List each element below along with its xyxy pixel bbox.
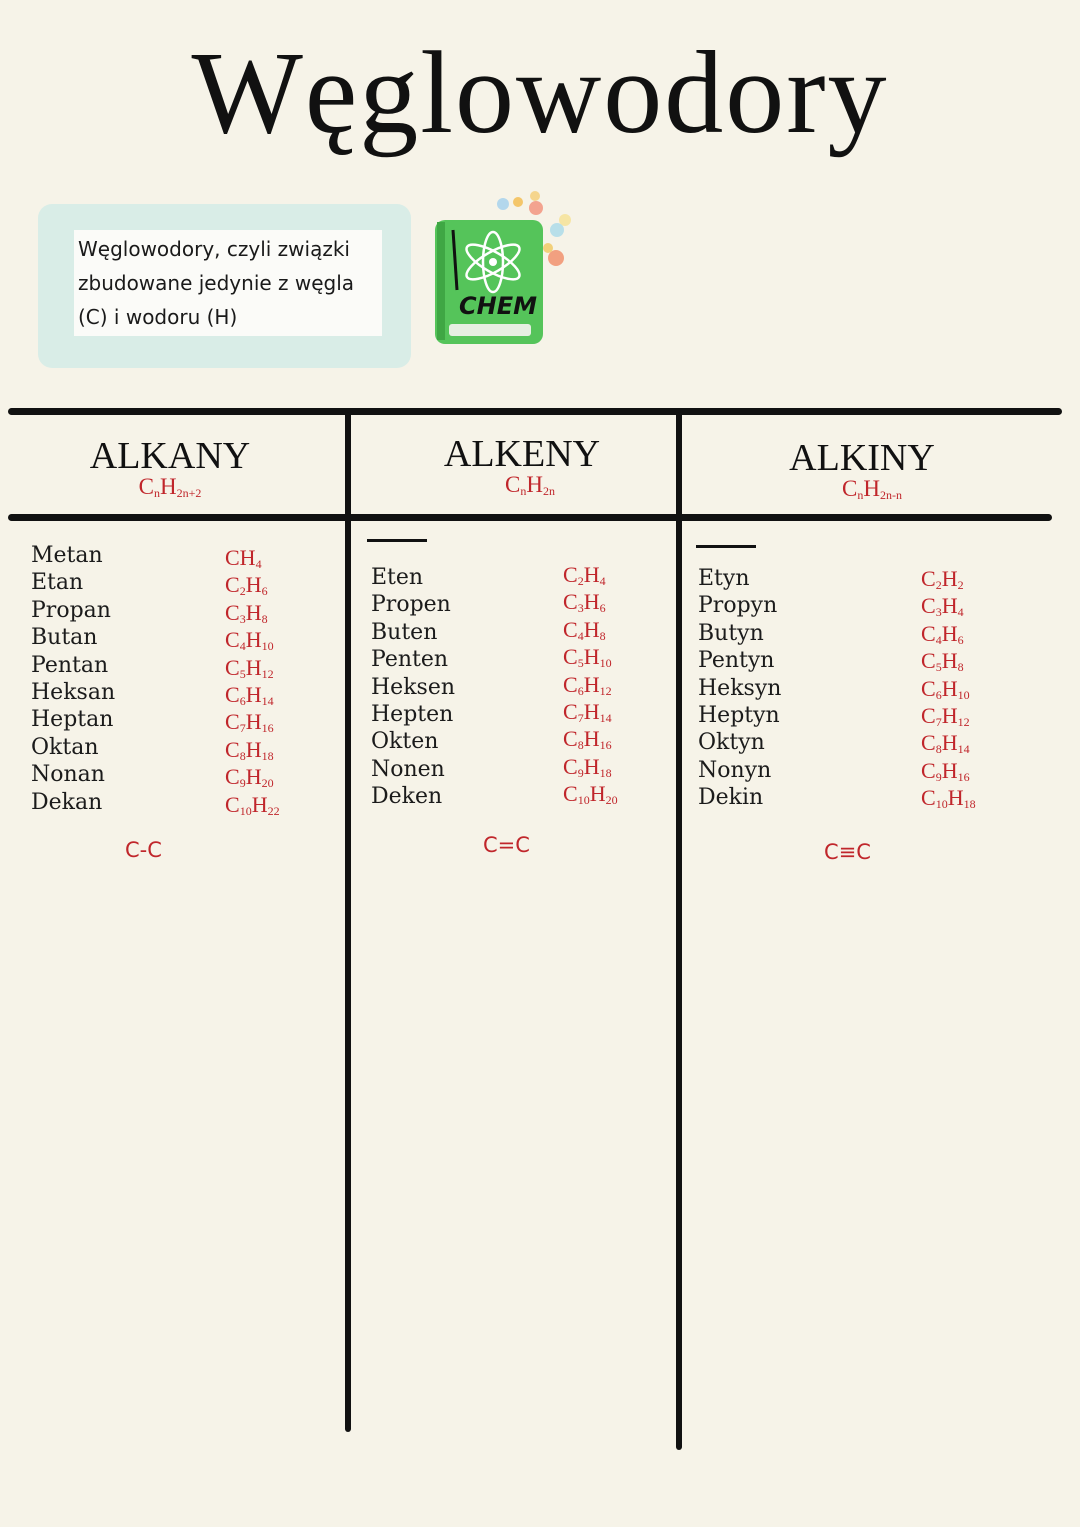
compound-formula: $C_9H_{16}$ — [921, 757, 970, 784]
compound-name: Nonan — [31, 762, 105, 788]
compound-formula: $C_7H_{16}$ — [225, 709, 274, 736]
alkane-names — [31, 542, 115, 816]
compound-formula: $C_7H_{12}$ — [921, 702, 970, 729]
alkane-formulas — [225, 544, 280, 818]
compound-formula: $C_{10}H_{18}$ — [921, 785, 976, 812]
compound-formula: $C_5H_{10}$ — [563, 644, 612, 671]
compound-name: Etan — [31, 570, 84, 596]
compound-name: Heksen — [371, 674, 456, 700]
compound-formula: $C_4H_6$ — [921, 620, 964, 647]
alkene-names — [371, 564, 455, 811]
compound-formula: $C_3H_6$ — [563, 589, 606, 616]
heading-alkiny: ALKINY — [789, 437, 935, 479]
compound-formula: $C_2H_4$ — [563, 562, 606, 588]
compound-formula: $C_8H_{14}$ — [921, 730, 970, 757]
general-formula-alkeny: $C_nH_{2n}$ — [505, 472, 555, 498]
compound-formula: $C_2H_6$ — [225, 572, 268, 599]
compound-name: Okten — [371, 729, 439, 755]
heading-alkany: ALKANY — [89, 435, 251, 477]
compound-formula: $C_6H_{10}$ — [921, 675, 970, 702]
compound-name: Buten — [371, 619, 438, 645]
compound-formula: $C_4H_{10}$ — [225, 627, 274, 654]
dash-alkiny — [696, 545, 756, 548]
compound-name: Eten — [371, 565, 424, 590]
compound-name: Metan — [31, 543, 103, 568]
book-label: CHEM — [459, 292, 537, 320]
compound-name: Deken — [371, 784, 443, 810]
compound-name: Propen — [371, 592, 451, 618]
compound-formula: $C_5H_8$ — [921, 648, 964, 675]
bond-alkiny: C≡C — [824, 840, 871, 864]
compound-name: Dekin — [698, 785, 764, 811]
compound-formula: $C_9H_{18}$ — [563, 753, 612, 780]
compound-formula: $C_3H_4$ — [921, 593, 964, 620]
bond-alkany: C-C — [125, 838, 162, 862]
definition-text: Węglowodory, czyli związki zbudowane jedynie z węgla (C) i wodoru (H) — [74, 230, 382, 336]
definition-note — [38, 204, 411, 368]
compound-name: Heksan — [31, 679, 116, 705]
alkyne-formulas — [921, 565, 976, 812]
header-rule — [8, 514, 1052, 521]
compound-formula: $C_4H_8$ — [563, 616, 606, 643]
page-title: Węglowodory — [191, 27, 889, 158]
compound-name: Heptyn — [698, 702, 780, 728]
compound-formula: $C_3H_8$ — [225, 599, 268, 626]
chemistry-book-icon — [425, 190, 585, 360]
compound-name: Nonen — [371, 756, 445, 782]
general-formula-alkiny: $C_nH_{2n-n}$ — [842, 476, 902, 502]
compound-name: Butan — [31, 625, 98, 651]
compound-formula: $C_9H_{20}$ — [225, 764, 274, 791]
compound-name: Pentan — [31, 652, 109, 678]
compound-name: Oktyn — [698, 730, 765, 756]
bond-alkeny: C=C — [483, 833, 530, 857]
compound-name: Heptan — [31, 707, 114, 733]
general-formula-alkany: $C_nH_{2n+2}$ — [138, 474, 202, 500]
compound-formula: $C_8H_{16}$ — [563, 726, 612, 753]
compound-formula: $C_2H_2$ — [921, 566, 964, 592]
compound-name: Nonyn — [698, 757, 772, 783]
alkene-formulas — [563, 561, 618, 808]
compound-name: Oktan — [31, 734, 99, 760]
heading-alkeny: ALKENY — [443, 433, 601, 475]
column-divider-1 — [345, 412, 351, 1432]
compound-name: Heksyn — [698, 675, 782, 701]
top-rule — [8, 408, 1062, 415]
compound-name: Penten — [371, 647, 449, 673]
compound-formula: $C_5H_{12}$ — [225, 654, 274, 681]
compound-formula: $C_7H_{14}$ — [563, 698, 612, 725]
compound-name: Propyn — [698, 593, 778, 619]
compound-name: Dekan — [31, 789, 103, 815]
column-divider-2 — [676, 412, 682, 1450]
compound-name: Pentyn — [698, 648, 775, 674]
compound-name: Hepten — [371, 701, 454, 727]
compound-name: Butyn — [698, 620, 764, 646]
compound-formula: $C_{10}H_{22}$ — [225, 791, 280, 818]
compound-name: Etyn — [698, 566, 750, 591]
compound-formula: $C_6H_{14}$ — [225, 681, 274, 708]
compound-formula: $CH_4$ — [225, 545, 262, 571]
compound-formula: $C_6H_{12}$ — [563, 671, 612, 698]
alkyne-names — [698, 565, 781, 812]
compound-formula: $C_8H_{18}$ — [225, 736, 274, 763]
compound-name: Propan — [31, 597, 111, 623]
dash-alkeny — [367, 539, 427, 542]
compound-formula: $C_{10}H_{20}$ — [563, 781, 618, 808]
